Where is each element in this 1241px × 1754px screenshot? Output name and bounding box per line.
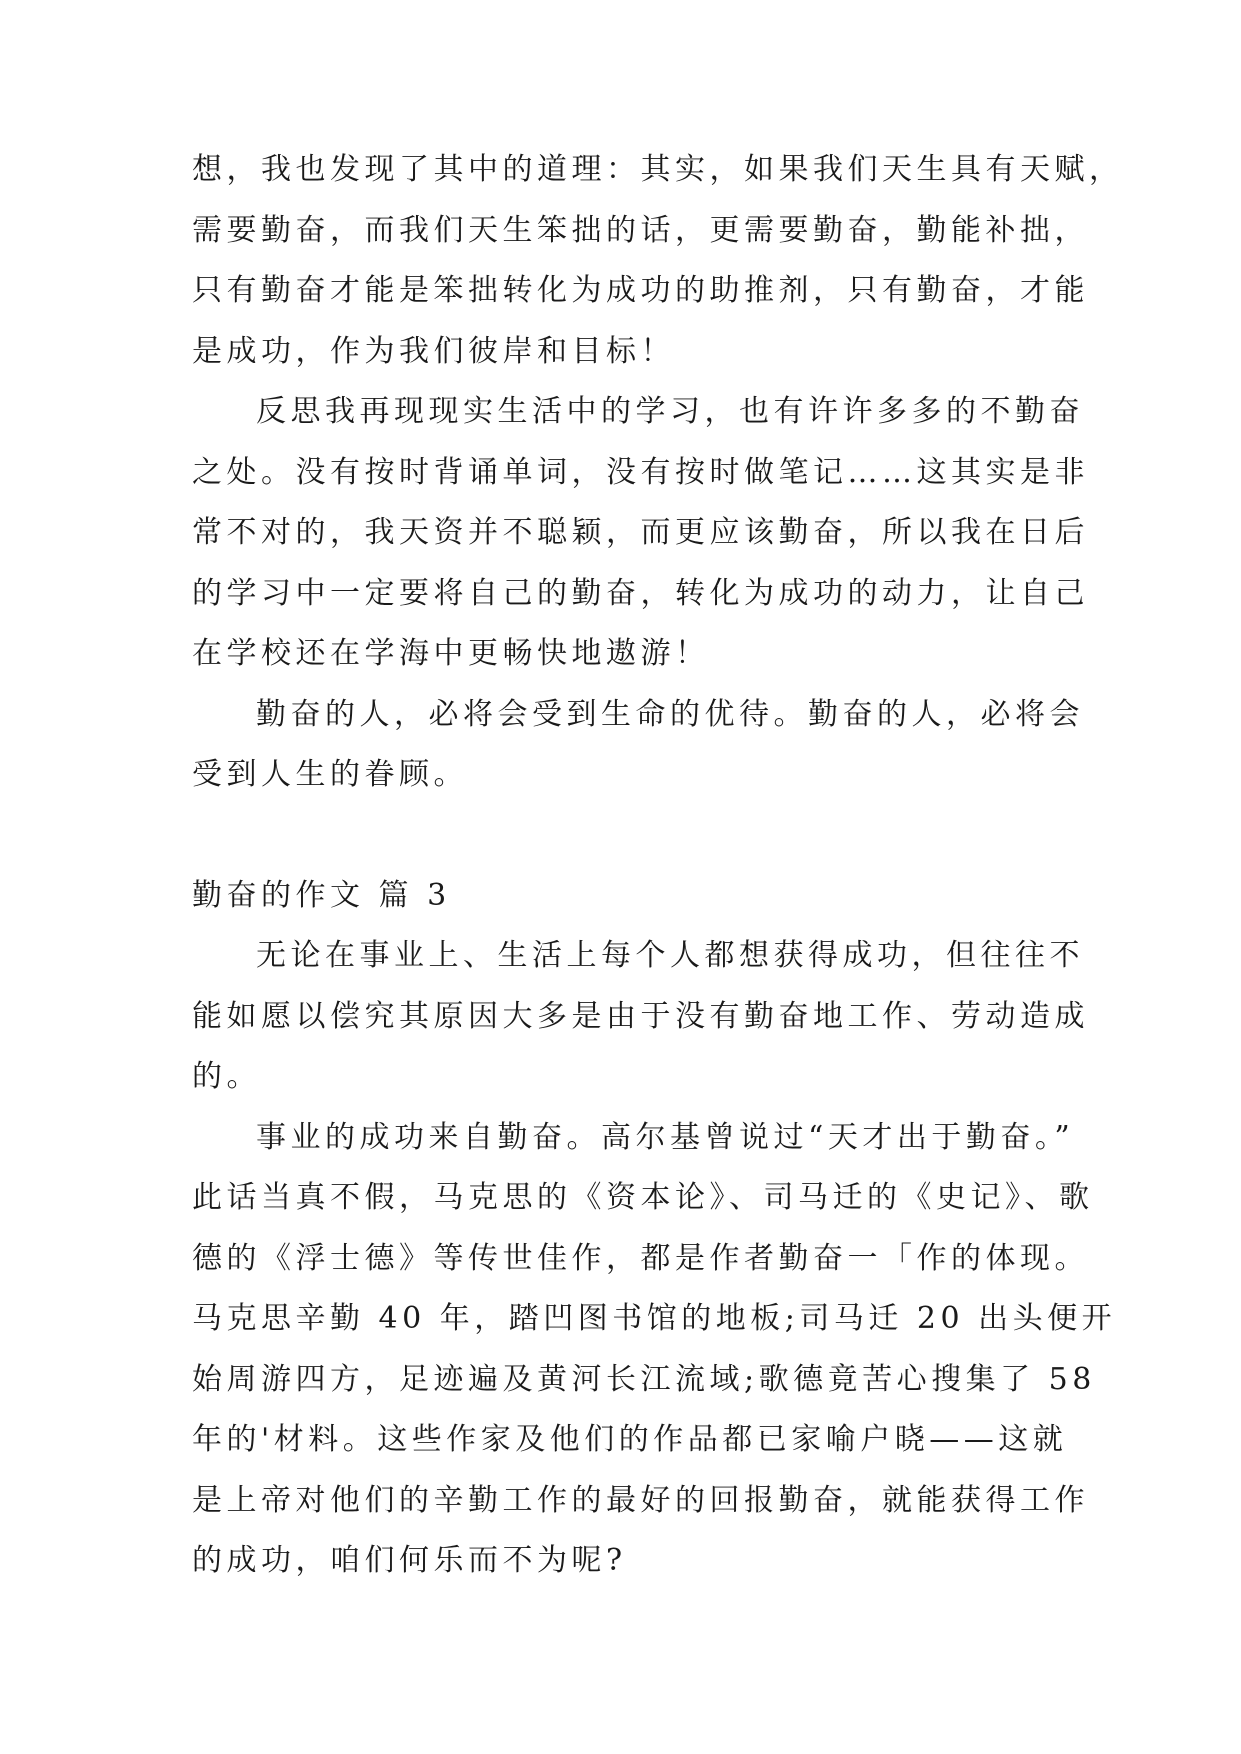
paragraph bbox=[192, 1108, 1117, 1592]
text-line: 事业的成功来自勤奋。高尔基曾说过“天才出于勤奋。” bbox=[256, 1119, 1075, 1155]
text-line: 的。 bbox=[192, 1059, 261, 1094]
text-line: 此话当真不假，马克思的《资本论》、司马迁的《史记》、歌 bbox=[192, 1180, 1094, 1215]
text-line: 之处。没有按时背诵单词，没有按时做笔记……这其实是非 bbox=[192, 454, 1089, 490]
text-line: 需要勤奋，而我们天生笨拙的话，更需要勤奋，勤能补拙， bbox=[192, 212, 1089, 248]
text-line: 常不对的，我天资并不聪颖，而更应该勤奋，所以我在日后 bbox=[192, 515, 1089, 550]
text-line: 只有勤奋才能是笨拙转化为成功的助推剂，只有勤奋，才能 bbox=[192, 273, 1089, 308]
text-line: 勤奋的人，必将会受到生命的优待。勤奋的人，必将会 bbox=[256, 696, 1084, 732]
text-line: 是上帝对他们的辛勤工作的最好的回报勤奋，就能获得工作 bbox=[192, 1482, 1089, 1518]
paragraph bbox=[192, 140, 1124, 382]
text-line: 想，我也发现了其中的道理：其实，如果我们天生具有天赋， bbox=[192, 152, 1124, 187]
section-heading: 勤奋的作文 篇 3 bbox=[192, 877, 451, 913]
text-line: 始周游四方，足迹遍及黄河长江流域;歌德竟苦心搜集了 58 bbox=[192, 1361, 1096, 1397]
text-line: 受到人生的眷顾。 bbox=[192, 757, 468, 792]
text-line: 在学校还在学海中更畅快地遨游！ bbox=[192, 636, 710, 671]
text-line: 反思我再现现实生活中的学习，也有许许多多的不勤奋 bbox=[256, 394, 1084, 429]
document-page bbox=[192, 140, 1124, 1592]
top-section bbox=[192, 140, 1124, 806]
text-line: 无论在事业上、生活上每个人都想获得成功，但往往不 bbox=[256, 938, 1084, 973]
text-line: 马克思辛勤 40 年，踏凹图书馆的地板;司马迁 20 出头便开 bbox=[192, 1301, 1117, 1336]
text-line: 的学习中一定要将自己的勤奋，转化为成功的动力，让自己 bbox=[192, 575, 1089, 611]
bottom-section bbox=[192, 926, 1117, 1592]
paragraph bbox=[192, 685, 1084, 806]
text-line: 是成功，作为我们彼岸和目标！ bbox=[192, 333, 675, 369]
text-line: 能如愿以偿究其原因大多是由于没有勤奋地工作、劳动造成 bbox=[192, 998, 1089, 1034]
text-line: 年的'材料。这些作家及他们的作品都已家喻户晓——这就 bbox=[192, 1422, 1068, 1457]
section-gap bbox=[192, 806, 1052, 866]
text-line: 的成功，咱们何乐而不为呢? bbox=[192, 1543, 627, 1578]
paragraph bbox=[192, 926, 1089, 1108]
paragraph bbox=[192, 382, 1089, 685]
text-line: 德的《浮士德》等传世佳作，都是作者勤奋一「作的体现。 bbox=[192, 1240, 1089, 1276]
